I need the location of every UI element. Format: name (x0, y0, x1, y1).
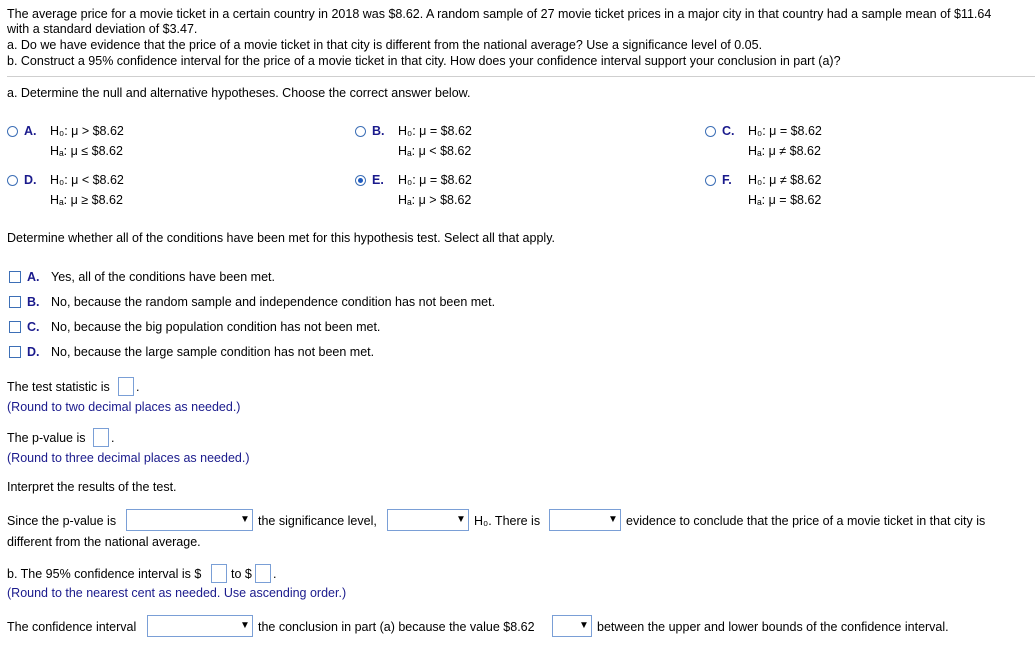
condition-checkbox[interactable] (9, 346, 21, 358)
question-line-1: The average price for a movie ticket in a certain country in 2018 was $8.62. A random sample of 27 movie ticket prices in a major city in that country had a sample mean of $11.64 (7, 7, 992, 21)
hypothesis-option-letter: A. (24, 124, 37, 138)
period: . (136, 380, 140, 394)
hypothesis-alternative: Hₐ: μ = $8.62 (748, 193, 822, 207)
p-value-hint: (Round to three decimal places as needed.) (7, 451, 250, 465)
hypothesis-option-letter: B. (372, 124, 385, 138)
hypothesis-null: H₀: μ < $8.62 (50, 173, 124, 187)
hypothesis-alternative: Hₐ: μ < $8.62 (398, 144, 472, 158)
chevron-down-icon: ▼ (240, 514, 250, 525)
condition-checkbox[interactable] (9, 321, 21, 333)
period: . (273, 567, 277, 581)
hypothesis-alternative: Hₐ: μ ≠ $8.62 (748, 144, 821, 158)
hypothesis-alternative: Hₐ: μ ≥ $8.62 (50, 193, 123, 207)
ci-text-1: The confidence interval (7, 620, 137, 634)
ci-lower-input[interactable] (211, 564, 227, 583)
interpret-dropdown-2[interactable] (387, 509, 469, 531)
hypothesis-null: H₀: μ = $8.62 (398, 173, 472, 187)
ci-text-3: between the upper and lower bounds of the confidence interval. (597, 620, 949, 634)
interpret-dropdown-3[interactable] (549, 509, 621, 531)
hypothesis-alternative: Hₐ: μ ≤ $8.62 (50, 144, 123, 158)
hypothesis-option-letter: E. (372, 173, 384, 187)
interpret-text-4: evidence to conclude that the price of a movie ticket in that city is (626, 514, 986, 528)
hypothesis-null: H₀: μ ≠ $8.62 (748, 173, 822, 187)
hypothesis-null: H₀: μ = $8.62 (398, 124, 472, 138)
ci-dropdown-2[interactable] (552, 615, 592, 637)
hypothesis-option-radio[interactable] (355, 126, 366, 137)
hypothesis-option-radio[interactable] (7, 175, 18, 186)
ci-dropdown-1[interactable] (147, 615, 253, 637)
hypothesis-null: H₀: μ = $8.62 (748, 124, 822, 138)
test-statistic-label: The test statistic is (7, 380, 110, 394)
ci-label: b. The 95% confidence interval is $ (7, 567, 202, 581)
interpret-text-2: the significance level, (258, 514, 377, 528)
hypothesis-option-radio[interactable] (355, 175, 366, 186)
hypothesis-option-letter: D. (24, 173, 37, 187)
condition-option-text: No, because the random sample and independence condition has not been met. (51, 295, 496, 309)
condition-option-letter: C. (27, 320, 40, 334)
chevron-down-icon: ▼ (240, 620, 250, 631)
condition-checkbox[interactable] (9, 271, 21, 283)
hypotheses-prompt: a. Determine the null and alternative hypotheses. Choose the correct answer below. (7, 86, 471, 100)
period: . (111, 431, 115, 445)
condition-checkbox[interactable] (9, 296, 21, 308)
interpret-text-5: different from the national average. (7, 535, 201, 549)
test-statistic-hint: (Round to two decimal places as needed.) (7, 400, 241, 414)
condition-option-text: No, because the big population condition has not been met. (51, 320, 381, 334)
hypothesis-option-radio[interactable] (705, 126, 716, 137)
interpret-label: Interpret the results of the test. (7, 480, 177, 494)
condition-option-text: No, because the large sample condition has not been met. (51, 345, 375, 359)
condition-option-letter: A. (27, 270, 40, 284)
condition-option-letter: B. (27, 295, 40, 309)
hypothesis-option-letter: F. (722, 173, 732, 187)
hypothesis-option-radio[interactable] (7, 126, 18, 137)
p-value-input[interactable] (93, 428, 109, 447)
question-part-b: b. Construct a 95% confidence interval for the price of a movie ticket in that city. How does your confidence interval support your conclusion in part (a)? (7, 54, 841, 68)
chevron-down-icon: ▼ (608, 514, 618, 525)
interpret-text-3: H₀. There is (474, 514, 541, 528)
conditions-prompt: Determine whether all of the conditions have been met for this hypothesis test. Select all that apply. (7, 231, 555, 245)
ci-upper-input[interactable] (255, 564, 271, 583)
test-statistic-input[interactable] (118, 377, 134, 396)
chevron-down-icon: ▼ (456, 514, 466, 525)
condition-option-text: Yes, all of the conditions have been met. (51, 270, 275, 284)
divider (7, 76, 1035, 77)
hypothesis-option-radio[interactable] (705, 175, 716, 186)
p-value-label: The p-value is (7, 431, 86, 445)
ci-to-label: to $ (231, 567, 252, 581)
question-part-a: a. Do we have evidence that the price of a movie ticket in that city is different from the national average? Use a significance level of 0.05. (7, 38, 763, 52)
hypothesis-alternative: Hₐ: μ > $8.62 (398, 193, 472, 207)
interpret-text-1: Since the p-value is (7, 514, 117, 528)
chevron-down-icon: ▼ (579, 620, 589, 631)
ci-hint: (Round to the nearest cent as needed. Use ascending order.) (7, 586, 347, 600)
hypothesis-option-letter: C. (722, 124, 735, 138)
ci-text-2: the conclusion in part (a) because the value $8.62 (258, 620, 535, 634)
hypothesis-null: H₀: μ > $8.62 (50, 124, 124, 138)
condition-option-letter: D. (27, 345, 40, 359)
interpret-dropdown-1[interactable] (126, 509, 253, 531)
question-line-2: with a standard deviation of $3.47. (7, 22, 198, 36)
